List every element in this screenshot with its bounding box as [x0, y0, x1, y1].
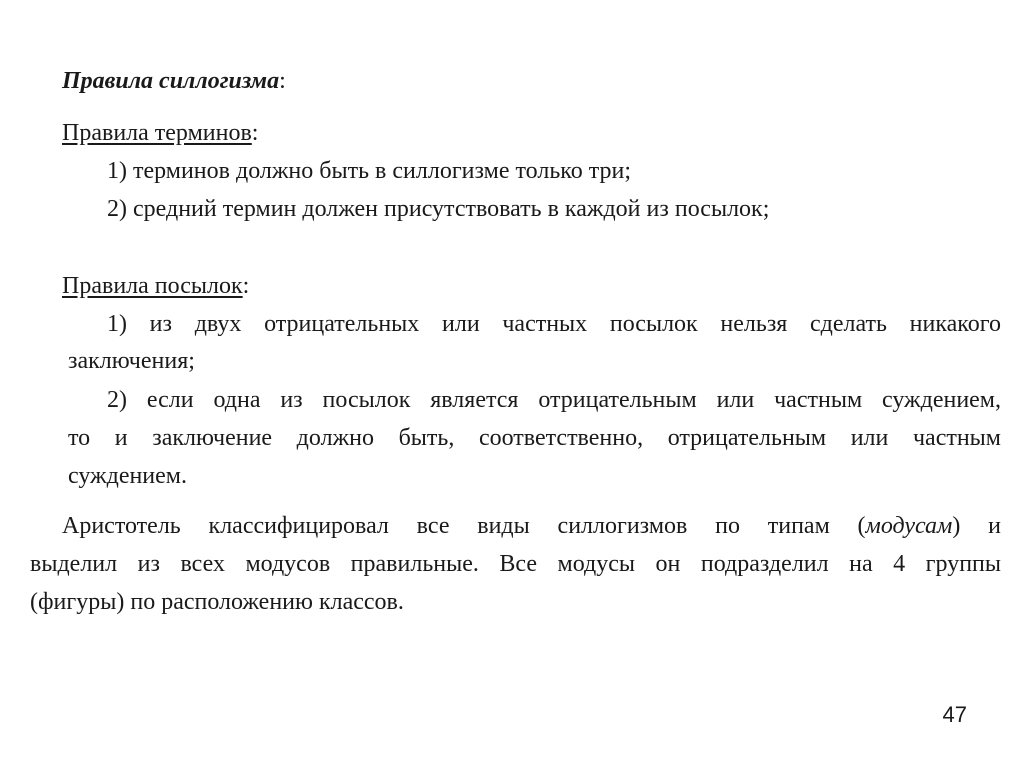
premises-heading-colon: : [242, 273, 250, 299]
terms-rule-1: 1) терминов должно быть в силлогизме только три; [107, 158, 632, 184]
terms-heading-text: Правила терминов [62, 120, 252, 146]
premises-rule-2-line-1: 2) если одна из посылок является отрицательным или частным суждением, [107, 387, 1001, 413]
aristotle-line-1-after: ) и [952, 513, 1001, 539]
page-title-text: Правила силлогизма [62, 68, 280, 94]
page-number: 47 [942, 702, 967, 727]
aristotle-line-2: выделил из всех модусов правильные. Все модусы он подразделил на 4 группы [30, 551, 1001, 577]
aristotle-line-1 [62, 511, 1001, 541]
premises-heading-text: Правила посылок [62, 273, 243, 299]
terms-rule-2: 2) средний термин должен присутствовать в каждой из посылок; [107, 196, 770, 222]
premises-rule-2-line-3: суждением. [68, 463, 187, 489]
aristotle-modus-term: модусам [865, 513, 953, 539]
premises-rule-2-line-2: то и заключение должно быть, соответственно, отрицательным или частным [68, 425, 1001, 451]
premises-heading [62, 271, 249, 301]
premises-rule-1-line-1: 1) из двух отрицательных или частных посылок нельзя сделать никакого [107, 311, 1001, 337]
page-title-colon: : [279, 68, 286, 94]
premises-rule-1-line-2: заключения; [68, 348, 195, 374]
page-title [62, 66, 286, 96]
terms-heading [62, 118, 258, 148]
terms-heading-colon: : [251, 120, 259, 146]
aristotle-line-3: (фигуры) по расположению классов. [30, 589, 404, 615]
aristotle-line-1-before: Аристотель классифицировал все виды силлогизмов по типам ( [62, 513, 866, 539]
